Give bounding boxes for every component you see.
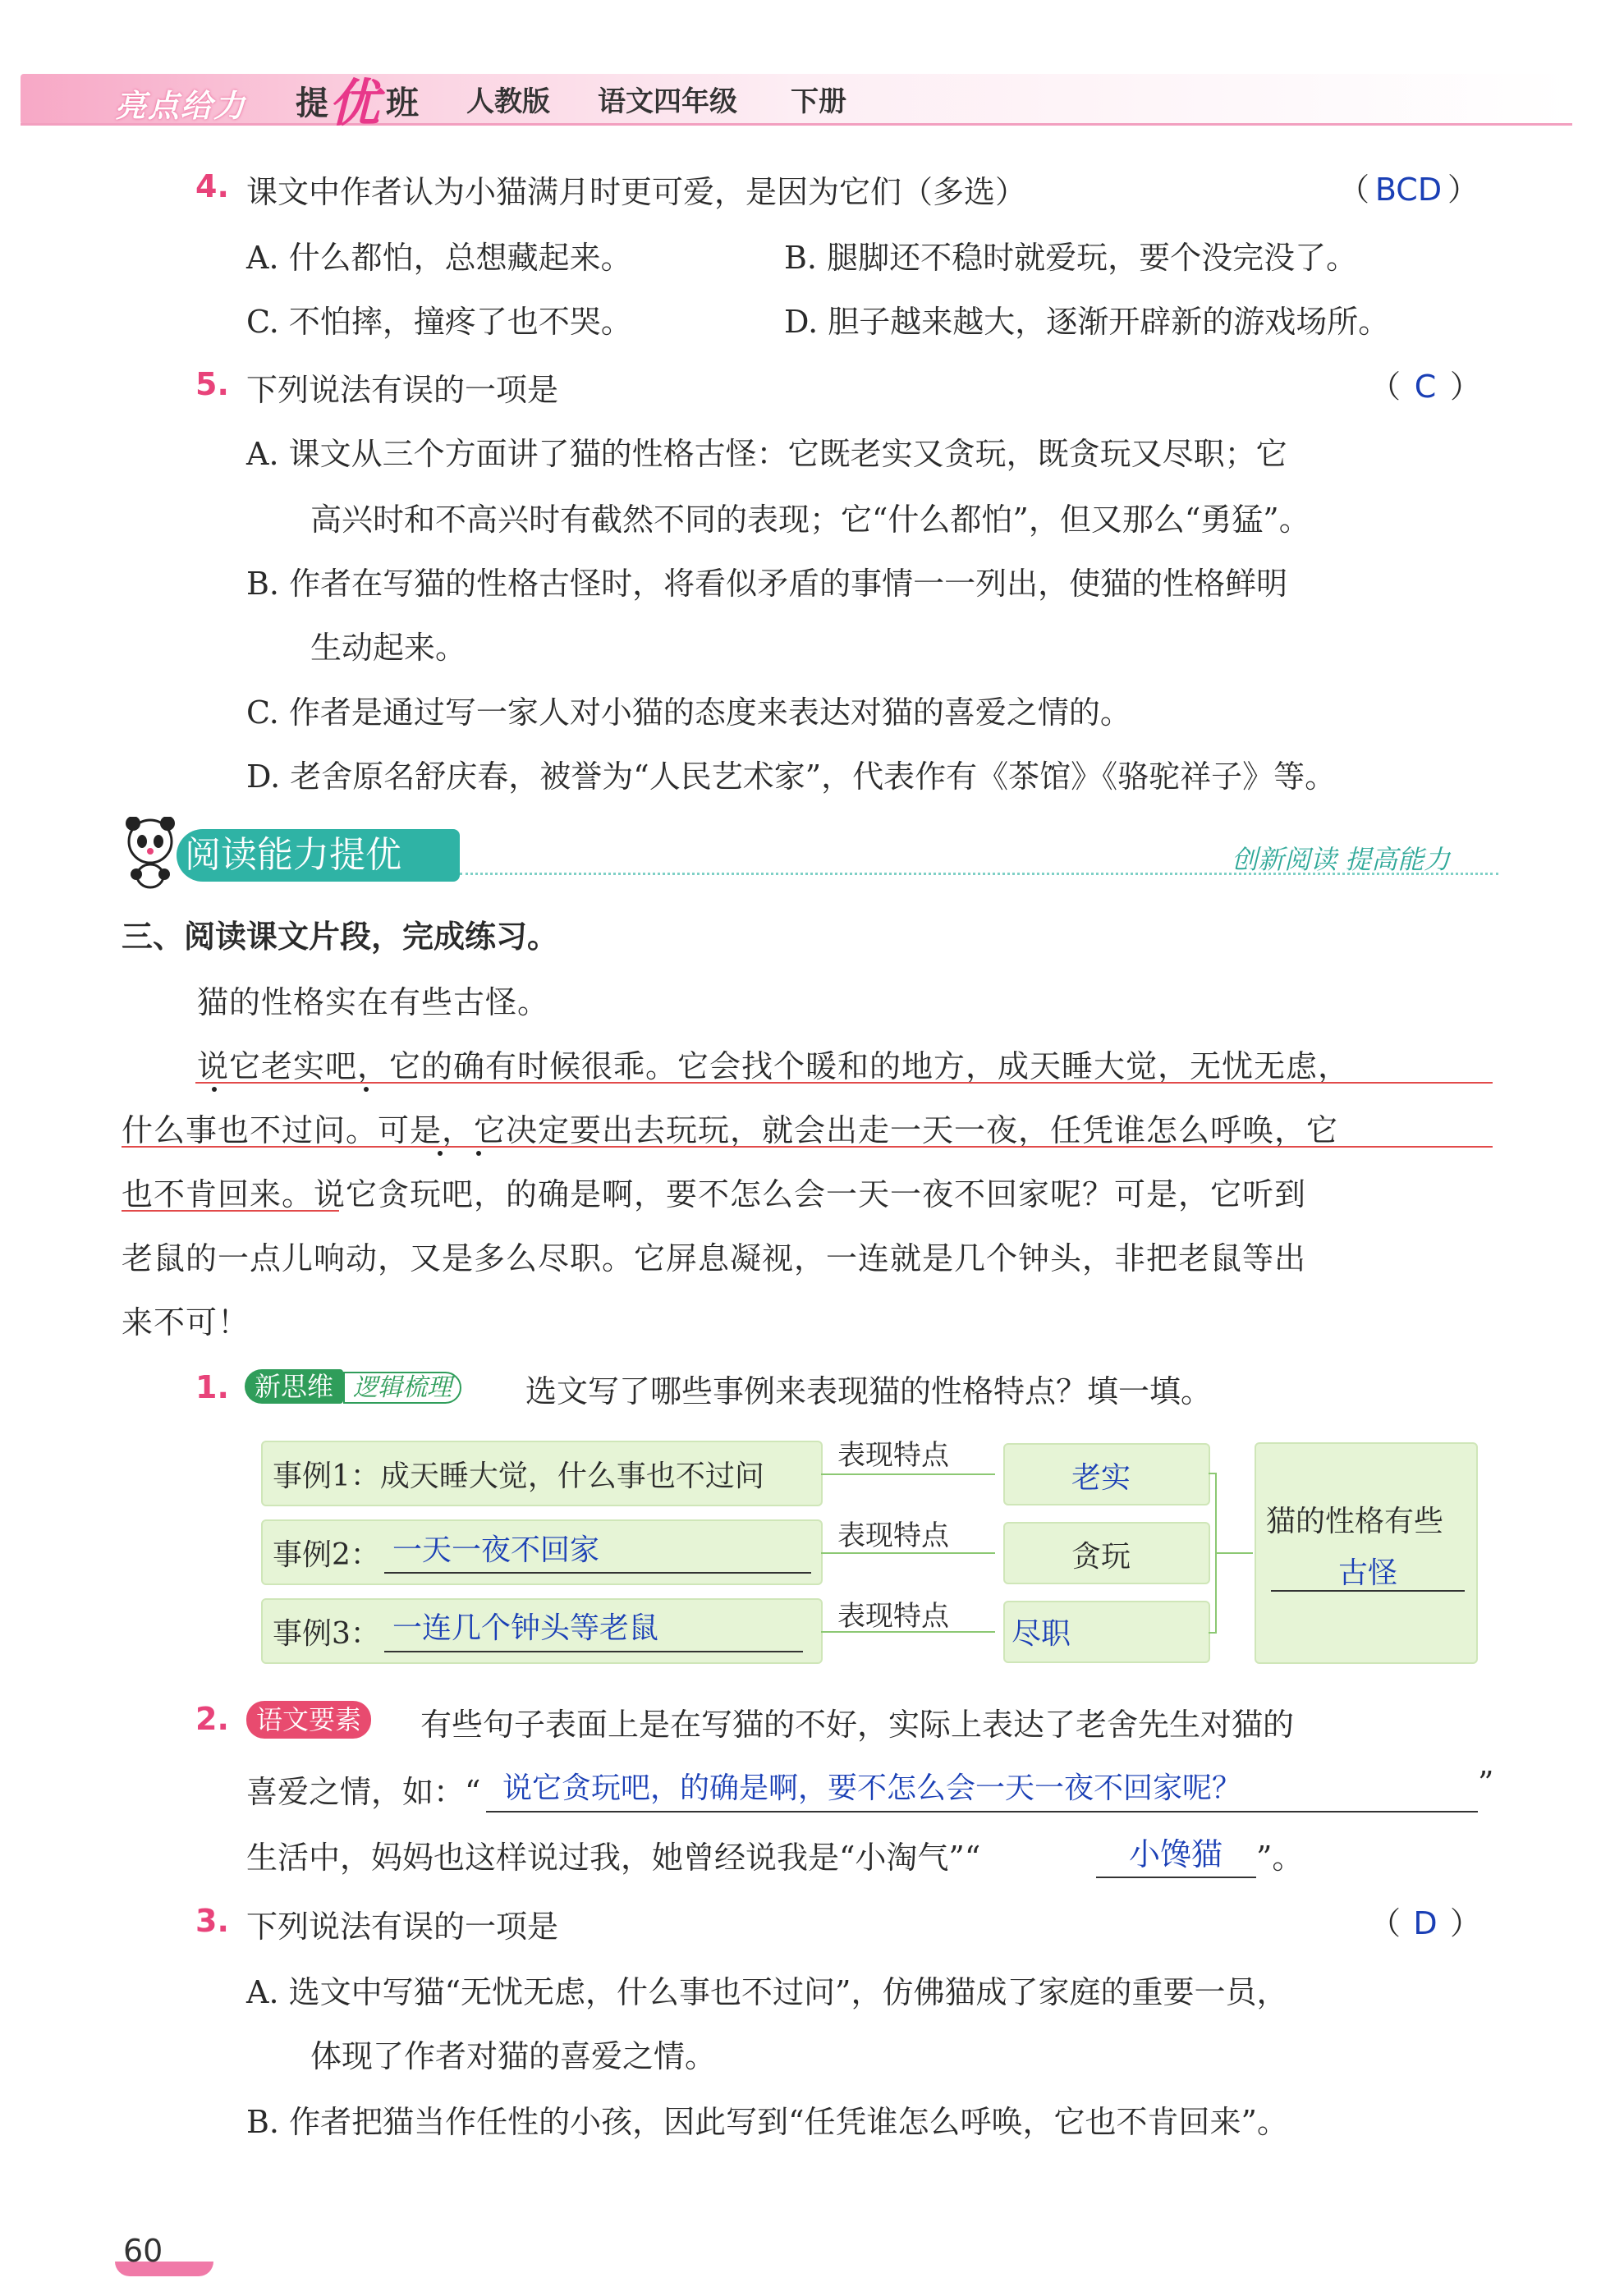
reading-question-2-line1: 有些句子表面上是在写猫的不好，实际上表达了老舍先生对猫的 — [420, 1707, 1295, 1743]
question-5-option-d: D. 老舍原名舒庆春，被誉为“人民艺术家”，代表作有《茶馆》《骆驼祥子》等。 — [246, 758, 1337, 795]
nickname-answer: 小馋猫 — [1129, 1836, 1223, 1872]
annotation-underline — [122, 1210, 339, 1212]
answer-value: D — [1413, 1905, 1438, 1941]
example-3-prefix: 事例3： — [273, 1617, 380, 1651]
question-5-option-b-line2: 生动起来。 — [310, 630, 467, 666]
summary-answer: 古怪 — [1338, 1556, 1398, 1590]
tag-language-element: 语文要素 — [246, 1701, 371, 1739]
question-4-option-a: A. 什么都怕，总想藏起来。 — [246, 240, 632, 276]
example-2-prefix: 事例2： — [273, 1538, 380, 1572]
question-4-option-c: C. 不怕摔，撞疼了也不哭。 — [246, 304, 632, 340]
passage-line-2: 说它老实吧，它的确有时候很乖。它会找个暖和的地方，成天睡大觉，无忧无虑， — [197, 1048, 1351, 1084]
part-heading: 三、阅读课文片段，完成练习。 — [122, 919, 559, 955]
reading-question-1-stem: 选文写了哪些事例来表现猫的性格特点？填一填。 — [525, 1373, 1213, 1409]
trait-1-value: 老实 — [1071, 1461, 1131, 1495]
emphasis-dot — [212, 1087, 217, 1092]
question-4-option-b: B. 腿脚还不稳时就爱玩，要个没完没了。 — [784, 240, 1358, 276]
reading-question-3-stem: 下列说法有误的一项是 — [246, 1909, 559, 1945]
question-4-answer — [1338, 164, 1479, 209]
header-divider — [21, 123, 1572, 126]
arrow-connector — [821, 1473, 995, 1475]
answer-bracket-close: ） — [1447, 172, 1479, 208]
answer-value: BCD — [1374, 172, 1443, 208]
volume-label: 下册 — [791, 85, 846, 118]
page-number: 60 — [123, 2233, 163, 2269]
reading-question-3-option-a-line1: A. 选文中写猫“无忧无虑，什么事也不过问”，仿佛猫成了家庭的重要一员， — [246, 1974, 1288, 2010]
answer-bracket-close: ） — [1450, 369, 1482, 405]
answer-bracket-open: （ — [1369, 1905, 1401, 1941]
example-3-answer: 一连几个钟头等老鼠 — [392, 1611, 659, 1645]
example-1-text: 事例1：成天睡大觉，什么事也不过问 — [273, 1460, 764, 1493]
reading-question-2-number: 2. — [195, 1701, 229, 1737]
section-title: 阅读能力提优 — [177, 829, 460, 882]
reading-question-2-line3-prefix: 生活中，妈妈也这样说过我，她曾经说我是“小淘气”“ — [246, 1840, 981, 1876]
annotation-underline — [195, 1082, 1493, 1084]
brand-slogan: 亮点给力 — [115, 88, 247, 124]
reading-question-2-tag-wrap — [246, 1699, 371, 1737]
brand-name-part1: 提 — [296, 85, 328, 122]
bracket-connector — [1209, 1473, 1217, 1474]
arrow-label-2: 表现特点 — [837, 1519, 949, 1552]
question-5-option-a-line1: A. 课文从三个方面讲了猫的性格古怪：它既老实又贪玩，既贪玩又尽职；它 — [246, 436, 1287, 472]
reading-question-3-option-b: B. 作者把猫当作任性的小孩，因此写到“任凭谁怎么呼唤，它也不肯回来”。 — [246, 2104, 1288, 2140]
answer-bracket-open: （ — [1369, 369, 1401, 405]
answer-bracket-open: （ — [1338, 172, 1370, 208]
bracket-connector — [1215, 1552, 1253, 1554]
summary-text: 猫的性格有些 — [1266, 1505, 1444, 1538]
brand-name-part2: 优 — [328, 73, 380, 133]
panda-icon — [122, 817, 179, 891]
question-5-option-c: C. 作者是通过写一家人对小猫的态度来表达对猫的喜爱之情的。 — [246, 694, 1131, 731]
arrow-label-3: 表现特点 — [837, 1600, 949, 1633]
passage-line-1: 猫的性格实在有些古怪。 — [197, 984, 550, 1020]
passage-line-3: 什么事也不过问。可是，它决定要出去玩玩，就会出走一天一夜，任凭谁怎么呼唤，它 — [122, 1112, 1339, 1148]
question-4-option-d: D. 胆子越来越大，逐渐开辟新的游戏场所。 — [784, 304, 1390, 340]
reading-question-1-number: 1. — [195, 1369, 229, 1405]
section-tagline: 创新阅读 提高能力 — [1232, 844, 1451, 875]
question-5-option-b-line1: B. 作者在写猫的性格古怪时，将看似矛盾的事情一一列出，使猫的性格鲜明 — [246, 566, 1288, 602]
bracket-connector — [1209, 1632, 1217, 1634]
subject-label: 语文四年级 — [598, 85, 737, 118]
reading-question-2-line2-prefix: 喜爱之情，如：“ — [246, 1774, 481, 1810]
tag-new-thinking: 新思维 — [245, 1369, 343, 1404]
passage-line-4: 也不肯回来。说它贪玩吧，的确是啊，要不怎么会一天一夜不回家呢？可是，它听到 — [122, 1176, 1307, 1212]
answer-bracket-close: ） — [1450, 1905, 1482, 1941]
arrow-connector — [821, 1552, 995, 1554]
reading-question-2-line3-suffix: ”。 — [1256, 1840, 1304, 1876]
reading-question-3-option-a-line2: 体现了作者对猫的喜爱之情。 — [310, 2038, 717, 2074]
question-5-answer — [1369, 361, 1481, 406]
reading-question-1-tag — [245, 1366, 461, 1404]
quote-blank — [486, 1811, 1478, 1813]
example-2-answer: 一天一夜不回家 — [392, 1533, 600, 1567]
question-5-number: 5. — [195, 366, 229, 402]
arrow-connector — [821, 1631, 995, 1633]
emphasis-dot — [364, 1087, 369, 1092]
quote-answer: 说它贪玩吧，的确是啊，要不怎么会一天一夜不回家呢？ — [502, 1771, 1242, 1805]
question-4-stem: 课文中作者认为小猫满月时更可爱，是因为它们（多选） — [246, 174, 1027, 210]
edition-label: 人教版 — [466, 85, 550, 118]
reading-question-3-answer — [1369, 1898, 1481, 1943]
emphasis-dot — [438, 1151, 443, 1156]
example-3-blank — [384, 1651, 803, 1652]
emphasis-dot — [476, 1151, 481, 1156]
brand-name-part3: 班 — [386, 85, 419, 122]
passage-line-6: 来不可！ — [122, 1304, 250, 1340]
example-2-blank — [384, 1572, 811, 1574]
reading-question-3-number: 3. — [195, 1903, 229, 1939]
annotation-underline — [122, 1146, 1493, 1148]
arrow-label-1: 表现特点 — [837, 1439, 949, 1472]
trait-2-value: 贪玩 — [1071, 1540, 1131, 1574]
answer-value: C — [1414, 369, 1437, 405]
question-4-number: 4. — [195, 168, 229, 204]
question-5-stem: 下列说法有误的一项是 — [246, 372, 559, 408]
tag-logic: 逻辑梳理 — [343, 1372, 461, 1404]
passage-line-5: 老鼠的一点儿响动，又是多么尽职。它屏息凝视，一连就是几个钟头，非把老鼠等出 — [122, 1240, 1307, 1276]
trait-3-value: 尽职 — [1012, 1617, 1071, 1651]
nickname-blank — [1096, 1877, 1256, 1878]
reading-question-2-line2-suffix: ” — [1478, 1765, 1494, 1801]
question-5-option-a-line2: 高兴时和不高兴时有截然不同的表现；它“什么都怕”，但又那么“勇猛”。 — [310, 502, 1310, 538]
